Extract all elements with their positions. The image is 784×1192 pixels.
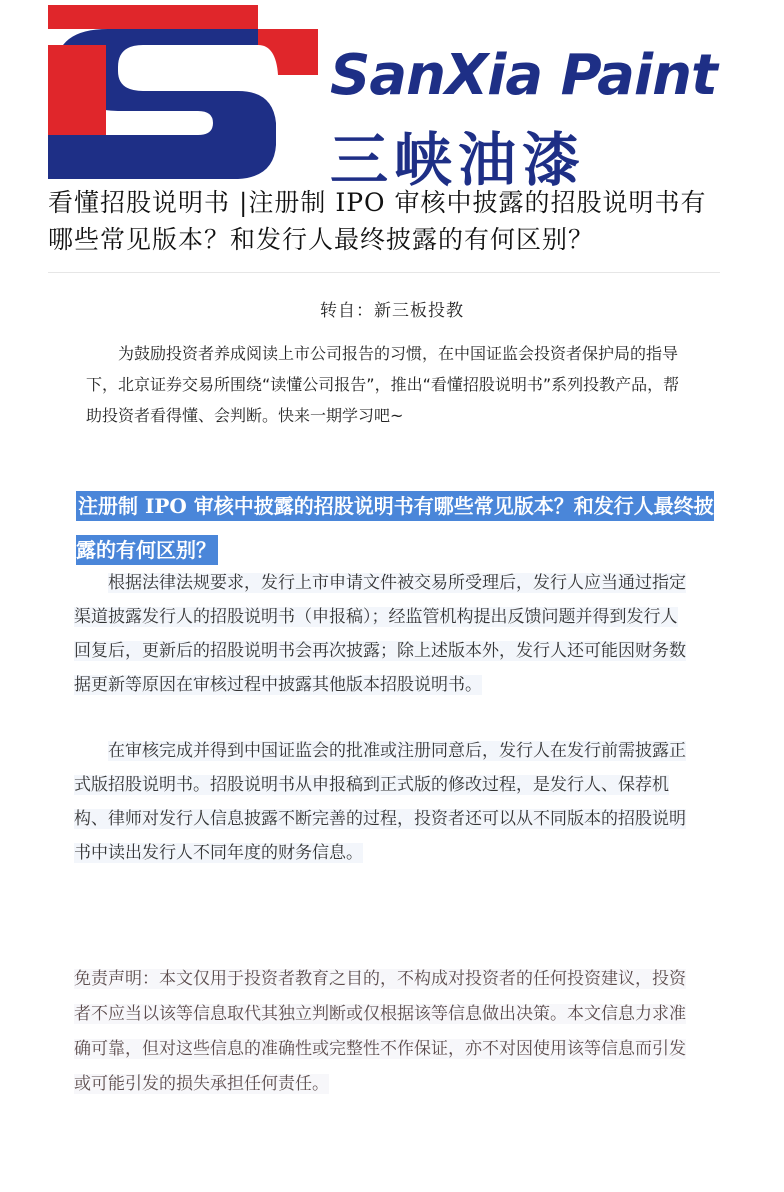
section-heading-text: 注册制 IPO 审核中披露的招股说明书有哪些常见版本？和发行人最终披露的有何区别？ [76,491,714,565]
brand-name-chinese: 三峡油漆 [330,126,587,194]
article-source: 转自：新三板投教 [320,301,464,321]
section-heading [76,484,716,572]
body-paragraph-2 [74,734,694,870]
article-title: 看懂招股说明书 |注册制 IPO 审核中披露的招股说明书有哪些常见版本？和发行人最终披露的有何区别？ [48,188,707,254]
sanxia-s-logo-icon [48,5,318,179]
title-divider [48,272,720,273]
sanxia-paint-logo-banner [48,5,768,194]
intro-paragraph: 为鼓励投资者养成阅读上市公司报告的习惯，在中国证监会投资者保护局的指导下，北京证券交易所围绕“读懂公司报告”，推出“看懂招股说明书”系列投教产品，帮助投资者看得懂、会判断。快来一期学习吧~ [86,344,680,425]
disclaimer [74,962,694,1102]
brand-name-english: SanXia Paint [330,43,717,108]
disclaimer-text: 免责声明：本文仅用于投资者教育之目的，不构成对投资者的任何投资建议，投资者不应当以该等信息取代其独立判断或仅根据该等信息做出决策。本文信息力求准确可靠，但对这些信息的准确性或完整性不作保证，亦不对因使用该等信息而引发或可能引发的损失承担任何责任。 [74,969,686,1094]
body-paragraph-2-text: 在审核完成并得到中国证监会的批准或注册同意后，发行人在发行前需披露正式版招股说明书。招股说明书从申报稿到正式版的修改过程，是发行人、保荐机构、律师对发行人信息披露不断完善的过程，投资者还可以从不同版本的招股说明书中读出发行人不同年度的财务信息。 [74,741,686,863]
body-paragraph-1 [74,566,694,702]
body-paragraph-1-text: 根据法律法规要求，发行上市申请文件被交易所受理后，发行人应当通过指定渠道披露发行人的招股说明书（申报稿）；经监管机构提出反馈问题并得到发行人回复后，更新后的招股说明书会再次披露；除上述版本外，发行人还可能因财务数据更新等原因在审核过程中披露其他版本招股说明书。 [74,573,686,695]
